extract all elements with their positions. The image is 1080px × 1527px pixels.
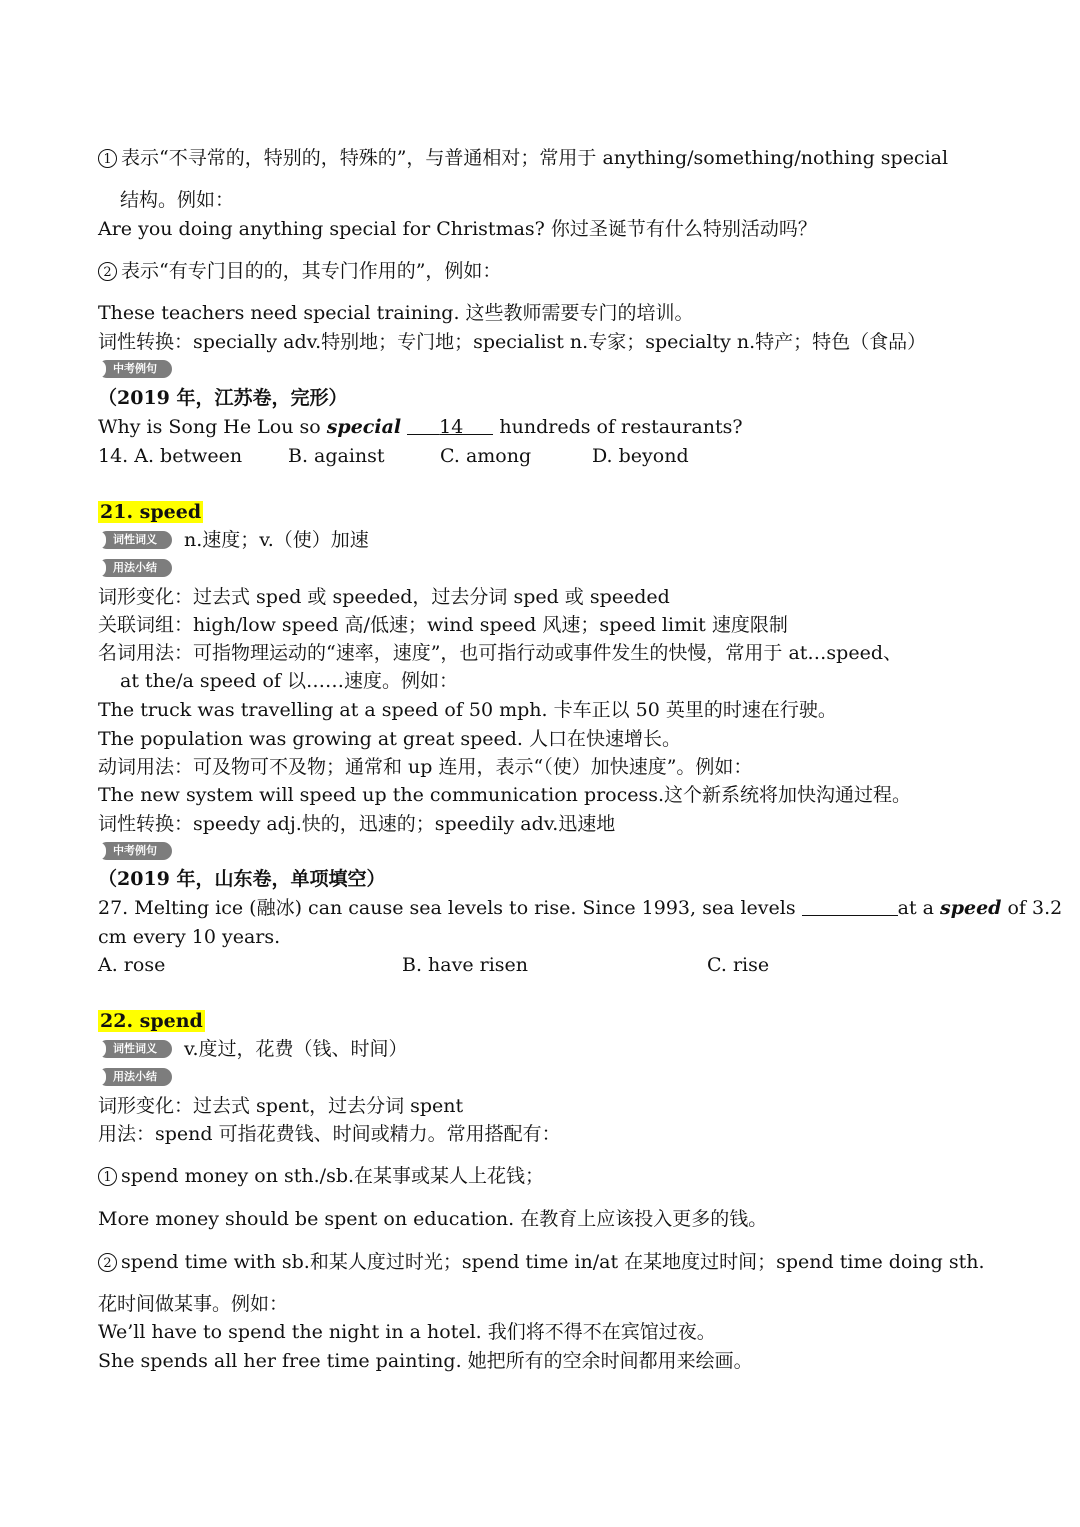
speed-noun-use: 名词用法：可指物理运动的“速率，速度”，也可指行动或事件发生的快慢，常用于 at…speed、 [98,642,902,664]
option-b: B. against [288,445,385,467]
speed-phrases: 关联词组：high/low speed 高/低速；wind speed 风速；speed limit 速度限制 [98,614,788,636]
special-item-1-text: 表示“不寻常的，特别的，特殊的”，与普通相对；常用于 anything/something/nothing special [121,147,949,169]
spend-item-1 [98,1164,544,1188]
special-item-1 [98,146,948,170]
option-d: D. beyond [592,445,689,467]
special-example-2: These teachers need special training. 这些教师需要专门的培训。 [98,302,694,324]
spend-item-2-text: spend time with sb.和某人度过时光；spend time in/at 在某地度过时间；spend time doing sth. [121,1251,985,1273]
spend-usage: 用法：spend 可指花费钱、时间或精力。常用搭配有： [98,1123,561,1145]
speed-example-2: The population was growing at great speed. 人口在快速增长。 [98,728,682,750]
speed-question [98,896,1062,920]
spend-example-2: We’ll have to spend the night in a hotel. 我们将不得不在宾馆过夜。 [98,1321,716,1343]
question-keyword: special [326,416,402,438]
option-c: C. rise [707,954,770,976]
speed-exam-source: （2019 年，山东卷，单项填空） [98,868,386,890]
spend-forms: 词形变化：过去式 spent，过去分词 spent [98,1095,464,1117]
question-text: of 3.2 [1001,897,1063,919]
answer-blank [407,416,439,435]
speed-conversion: 词性转换：speedy adj.快的，迅速的；speedily adv.迅速地 [98,813,616,835]
circled-number: 1 [98,149,117,168]
speed-noun-use-cont: at the/a speed of 以……速度。例如： [120,670,459,692]
speed-forms: 词形变化：过去式 sped 或 speeded，过去分词 sped 或 speeded [98,586,670,608]
usage-summary-badge: 用法小结 [98,1068,172,1086]
speed-heading-line [98,500,203,524]
special-question [98,415,743,439]
question-text: hundreds of restaurants? [493,416,743,438]
speed-example-3: The new system will speed up the communication process.这个新系统将加快沟通过程。 [98,784,912,806]
speed-meaning: n.速度；v.（使）加速 [184,529,369,551]
special-item-2 [98,259,501,283]
spend-item-1-text: spend money on sth./sb.在某事或某人上花钱； [121,1165,545,1187]
speed-question-cont: cm every 10 years. [98,926,281,948]
word-heading: 22. spend [100,1010,203,1032]
special-example-1: Are you doing anything special for Christmas? 你过圣诞节有什么特别活动吗？ [98,218,817,240]
special-item-2-text: 表示“有专门目的的，其专门作用的”，例如： [121,260,502,282]
exam-example-badge: 中考例句 [98,360,172,378]
spend-item-2 [98,1250,985,1274]
answer-blank [802,897,898,916]
speed-verb-use: 动词用法：可及物可不及物；通常和 up 连用，表示“（使）加快速度”。例如： [98,756,753,778]
spend-example-3: She spends all her free time painting. 她把所有的空余时间都用来绘画。 [98,1350,753,1372]
answer-blank [463,416,493,435]
option-a: 14. A. between [98,445,243,467]
spend-example-1: More money should be spent on education. 在教育上应该投入更多的钱。 [98,1208,768,1230]
option-b: B. have risen [402,954,529,976]
circled-number: 2 [98,1253,117,1272]
part-of-speech-badge: 词性词义 [98,531,172,549]
option-c: C. among [440,445,532,467]
question-number: 14 [439,416,464,438]
part-of-speech-badge: 词性词义 [98,1040,172,1058]
special-exam-source: （2019 年，江苏卷，完形） [98,387,348,409]
speed-example-1: The truck was travelling at a speed of 50 mph. 卡车正以 50 英里的时速在行驶。 [98,699,837,721]
special-item-1-cont: 结构。例如： [120,189,235,211]
question-text: Why is Song He Lou so [98,416,327,438]
special-conversion: 词性转换：specially adv.特别地；专门地；specialist n.专家；specialty n.特产；特色（食品） [98,331,927,353]
circled-number: 2 [98,262,117,281]
usage-summary-badge: 用法小结 [98,559,172,577]
spend-meaning: v.度过，花费（钱、时间） [184,1038,408,1060]
exam-example-badge: 中考例句 [98,842,172,860]
word-heading: 21. speed [100,501,202,523]
option-a: A. rose [98,954,166,976]
question-keyword: speed [940,897,1002,919]
question-text: at a [897,897,940,919]
question-text: 27. Melting ice (融冰) can cause sea levels to rise. Since 1993, sea levels [98,897,802,919]
spend-item-2-cont: 花时间做某事。例如： [98,1293,289,1315]
circled-number: 1 [98,1167,117,1186]
spend-heading-line [98,1009,205,1033]
